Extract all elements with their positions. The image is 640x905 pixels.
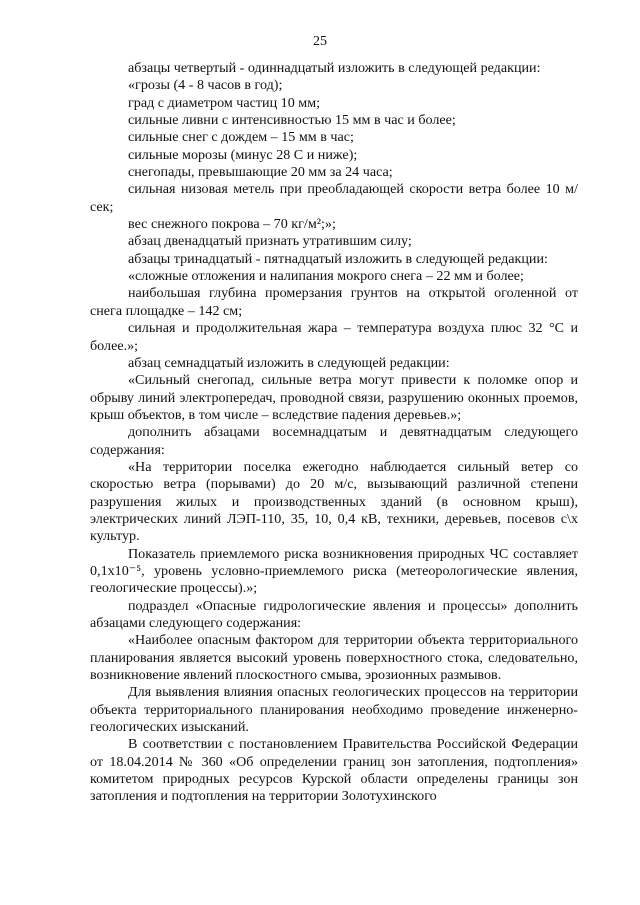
paragraph: Для выявления влияния опасных геологических процессов на территории объекта территориального планирования необходимо проведение инженерно-геологических изысканий.	[90, 684, 578, 736]
paragraph: Показатель приемлемого риска возникновения природных ЧС составляет 0,1х10⁻⁵, уровень условно-приемлемого риска (метеорологические явления, геологические процессы).»;	[90, 545, 578, 597]
paragraph: «грозы (4 - 8 часов в год);	[128, 77, 283, 94]
paragraph: сильная и продолжительная жара – температура воздуха плюс 32 °С и более.»;	[90, 320, 578, 354]
paragraph: дополнить абзацами восемнадцатым и девятнадцатым следующего содержания:	[90, 424, 578, 458]
paragraph: «сложные отложения и налипания мокрого снега – 22 мм и более;	[128, 268, 524, 285]
paragraph: «Сильный снегопад, сильные ветра могут привести к поломке опор и обрыву линий электропередач, проводной связи, разрушению оконных проемов, крыш объектов, в том числе – вследствие падения деревьев.»;	[90, 372, 578, 423]
paragraph: сильные морозы (минус 28 С и ниже);	[128, 146, 358, 163]
document-body	[90, 60, 578, 806]
paragraph: «На территории поселка ежегодно наблюдается сильный ветер со скоростью ветра (порывами) до 20 м/с, вызывающий различной степени разрушения жилых и производственных зданий (в основном крыш), электрических линий ЛЭП-110, 35, 10, 0,4 кВ, техники, деревьев, посевов с\х культур.	[90, 458, 578, 545]
paragraph: сильные ливни с интенсивностью 15 мм в час и более;	[128, 112, 456, 129]
paragraph: снегопады, превышающие 20 мм за 24 часа;	[128, 164, 393, 181]
paragraph: сильные снег с дождем – 15 мм в час;	[128, 129, 354, 146]
paragraph: сильная низовая метель при преобладающей скорости ветра более 10 м/сек;	[90, 181, 578, 215]
paragraph: В соответствии с постановлением Правительства Российской Федерации от 18.04.2014 № 360 «Об определении границ зон затопления, подтопления» комитетом природных ресурсов Курской области определены границы зон затопления и подтопления на территории Золотухинского	[90, 736, 578, 805]
paragraph: абзац двенадцатый признать утратившим силу;	[128, 233, 412, 250]
paragraph: абзац семнадцатый изложить в следующей редакции:	[128, 354, 450, 371]
paragraph: абзацы четвертый - одиннадцатый изложить в следующей редакции:	[128, 60, 541, 76]
paragraph: вес снежного покрова – 70 кг/м²;»;	[128, 216, 336, 233]
paragraph: подраздел «Опасные гидрологические явления и процессы» дополнить абзацами следующего содержания:	[90, 597, 578, 631]
paragraph: наибольшая глубина промерзания грунтов на открытой оголенной от снега площадке – 142 см;	[90, 285, 578, 319]
paragraph: абзацы тринадцатый - пятнадцатый изложить в следующей редакции:	[128, 250, 548, 267]
paragraph: «Наиболее опасным фактором для территории объекта территориального планирования является высокий уровень поверхностного стока, следовательно, возникновение явлений плоскостного смыва, эрозионных размывов.	[90, 632, 578, 684]
paragraph: град с диаметром частиц 10 мм;	[128, 94, 321, 111]
page-number: 25	[313, 34, 327, 49]
